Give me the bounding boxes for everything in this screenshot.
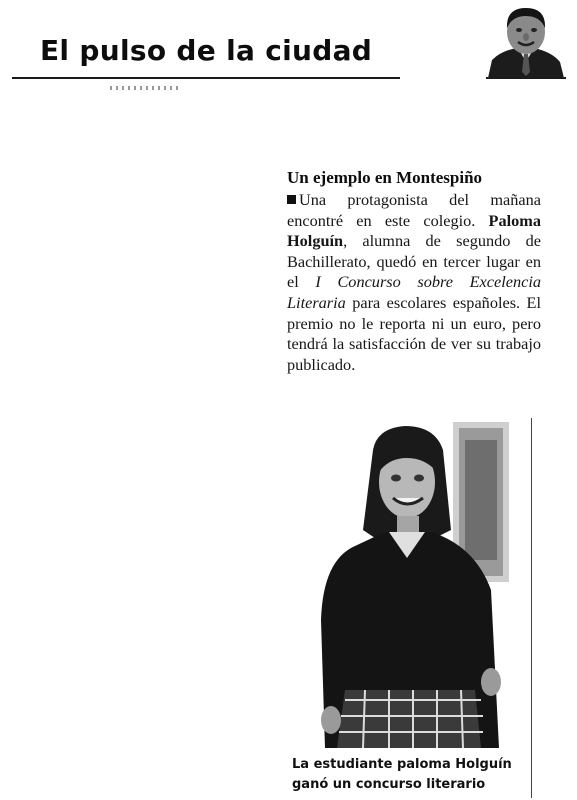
columnist-photo	[488, 2, 564, 78]
article-body	[287, 190, 541, 375]
student-photo	[285, 420, 529, 748]
article-headline: Un ejemplo en Montespiño	[287, 168, 483, 187]
section-title: El pulso de la ciudad	[40, 34, 373, 67]
article	[287, 168, 541, 375]
student-name: Paloma Holguín	[287, 210, 541, 251]
body-part-3: para escolares españoles. El premio no le reporta ni un euro, pero tendrá la satisfacción de ver su trabajo publicado.	[287, 292, 541, 374]
body-part-2: , alumna de segundo de Bachillerato, quedó en tercer lugar en el	[287, 231, 541, 292]
bullet-icon	[287, 195, 296, 204]
print-specks	[110, 86, 180, 90]
contest-name: I Concurso sobre Excelencia Literaria	[287, 272, 542, 312]
column-rule	[531, 418, 532, 798]
photo-caption: La estudiante paloma Holguín ganó un concurso literario	[292, 757, 512, 792]
body-part-1: Una protagonista del mañana encontré en este colegio.	[287, 190, 541, 230]
header-rule	[12, 77, 400, 79]
